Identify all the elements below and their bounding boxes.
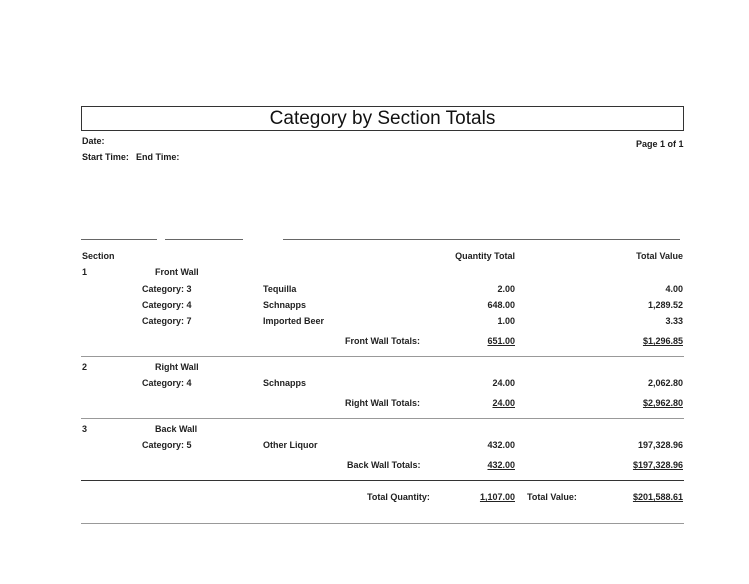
total-value: 2,062.80 bbox=[647, 378, 683, 388]
section-total-quantity: 24.00 bbox=[492, 398, 515, 408]
item-name: Schnapps bbox=[263, 378, 307, 388]
header-divider bbox=[283, 239, 680, 240]
section-number: 3 bbox=[82, 424, 88, 434]
total-value: 1,289.52 bbox=[647, 300, 683, 310]
section-number: 2 bbox=[82, 362, 88, 372]
start-time-label: Start Time: bbox=[82, 152, 129, 162]
item-name: Tequilla bbox=[263, 284, 297, 294]
section-total-quantity: 651.00 bbox=[487, 336, 515, 346]
section-totals-label: Right Wall Totals: bbox=[345, 398, 420, 408]
category-label: Category: 4 bbox=[142, 378, 192, 388]
column-header-section: Section bbox=[82, 251, 115, 261]
header-divider bbox=[165, 239, 243, 240]
category-label: Category: 3 bbox=[142, 284, 192, 294]
report-title: Category by Section Totals bbox=[269, 108, 496, 129]
quantity-value: 648.00 bbox=[487, 300, 515, 310]
item-name: Other Liquor bbox=[263, 440, 318, 450]
end-time-label: End Time: bbox=[136, 152, 180, 162]
section-name: Right Wall bbox=[155, 362, 199, 372]
category-label: Category: 7 bbox=[142, 316, 192, 326]
section-divider bbox=[81, 356, 684, 357]
column-header-value: Total Value bbox=[636, 251, 683, 261]
section-total-value: $1,296.85 bbox=[642, 336, 683, 346]
grand-total-value: $201,588.61 bbox=[632, 492, 683, 502]
section-number: 1 bbox=[82, 267, 88, 277]
quantity-value: 2.00 bbox=[497, 284, 515, 294]
section-total-quantity: 432.00 bbox=[487, 460, 515, 470]
quantity-value: 432.00 bbox=[487, 440, 515, 450]
section-name: Front Wall bbox=[155, 267, 199, 277]
total-value: 197,328.96 bbox=[637, 440, 683, 450]
section-totals-label: Front Wall Totals: bbox=[345, 336, 420, 346]
grand-total-value-label: Total Value: bbox=[527, 492, 577, 502]
column-header-quantity: Quantity Total bbox=[455, 251, 515, 261]
category-label: Category: 4 bbox=[142, 300, 192, 310]
total-value: 3.33 bbox=[665, 316, 683, 326]
footer-divider bbox=[81, 523, 684, 524]
quantity-value: 1.00 bbox=[497, 316, 515, 326]
report-title-box bbox=[81, 106, 684, 131]
grand-total-quantity: 1,107.00 bbox=[479, 492, 515, 502]
grand-total-quantity-label: Total Quantity: bbox=[367, 492, 430, 502]
section-total-value: $197,328.96 bbox=[632, 460, 683, 470]
page-indicator: Page 1 of 1 bbox=[636, 139, 684, 149]
quantity-value: 24.00 bbox=[492, 378, 515, 388]
section-totals-label: Back Wall Totals: bbox=[347, 460, 421, 470]
grand-total-divider bbox=[81, 480, 684, 481]
section-total-value: $2,962.80 bbox=[642, 398, 683, 408]
item-name: Schnapps bbox=[263, 300, 307, 310]
item-name: Imported Beer bbox=[263, 316, 325, 326]
section-name: Back Wall bbox=[155, 424, 198, 434]
date-label: Date: bbox=[82, 136, 105, 146]
total-value: 4.00 bbox=[665, 284, 683, 294]
section-divider bbox=[81, 418, 684, 419]
header-divider bbox=[81, 239, 157, 240]
category-label: Category: 5 bbox=[142, 440, 192, 450]
